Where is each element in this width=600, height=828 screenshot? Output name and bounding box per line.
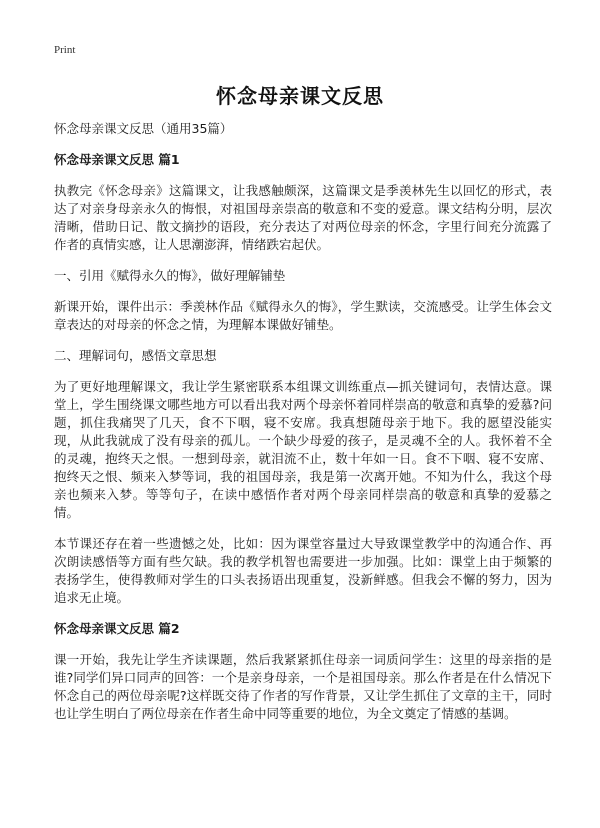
section-1-subheading-2: 二、理解词句，感悟文章思想 — [54, 348, 217, 363]
document-subtitle: 怀念母亲课文反思（通用35篇） — [54, 121, 233, 136]
section-2-paragraph-1: 课一开始，我先让学生齐读课题，然后我紧紧抓住母亲一词质问学生：这里的母亲指的是谁?同学们异口同声的回答：一个是亲身母亲，一个是祖国母亲。那么作者是在什么情况下怀念自己的两位母亲呢?这样既交待了作者的写作背景，又让学生抓住了文章的主干，同时也让学生明白了两位母亲在作者生命中同等重要的地位，为全文奠定了情感的基调。 — [54, 652, 552, 721]
section-heading-2: 怀念母亲课文反思 篇2 — [54, 621, 180, 636]
section-1-paragraph-3: 为了更好地理解课文，我让学生紧密联系本组课文训练重点—抓关键词句，表情达意。课堂上，学生围绕课文哪些地方可以看出我对两个母亲怀着同样崇高的敬意和真挚的爱慕?问题，抓住我痛哭了几天，食不下咽，寝不安席。我真想随母亲于地下。我的愿望没能实现，从此我就成了没有母亲的孤儿。一个缺少母爱的孩子，是灵魂不全的人。我怀着不全的灵魂，抱终天之恨。一想到母亲，就泪流不止，数十年如一日。食不下咽、寝不安席、抱终天之恨、频来入梦等词，我的祖国母亲，我是第一次离开她。不知为什么，我这个母亲也频来入梦。等等句子，在读中感悟作者对两个母亲同样崇高的敬意和真挚的爱慕之情。 — [54, 379, 552, 520]
section-1-paragraph-4: 本节课还存在着一些遗憾之处，比如：因为课堂容量过大导致课堂教学中的沟通合作、再次朗读感悟等方面有些欠缺。我的教学机智也需要进一步加强。比如：课堂上由于频繁的表扬学生，使得教师对学生的口头表扬语出现重复，没新鲜感。但我会不懈的努力，因为追求无止境。 — [54, 536, 552, 605]
section-heading-1: 怀念母亲课文反思 篇1 — [54, 152, 180, 167]
section-1-paragraph-1: 执教完《怀念母亲》这篇课文，让我感触颇深，这篇课文是季羡林先生以回忆的形式，表达了对亲身母亲永久的悔恨，对祖国母亲崇高的敬意和不变的爱意。课文结构分明，层次清晰，借助日记、散文摘抄的语段，充分表达了对两位母亲的怀念，字里行间充分流露了作者的真情实感，让人思潮澎湃，情绪跌宕起伏。 — [54, 183, 552, 252]
section-1-subheading-1: 一、引用《赋得永久的悔》，做好理解铺垫 — [54, 268, 286, 283]
page-title: 怀念母亲课文反思 — [216, 84, 384, 108]
section-1-paragraph-2: 新课开始，课件出示：季羡林作品《赋得永久的悔》，学生默读，交流感受。让学生体会文章表达的对母亲的怀念之情，为理解本课做好铺垫。 — [54, 299, 552, 332]
document-body — [54, 120, 552, 736]
print-label[interactable]: Print — [54, 44, 76, 56]
